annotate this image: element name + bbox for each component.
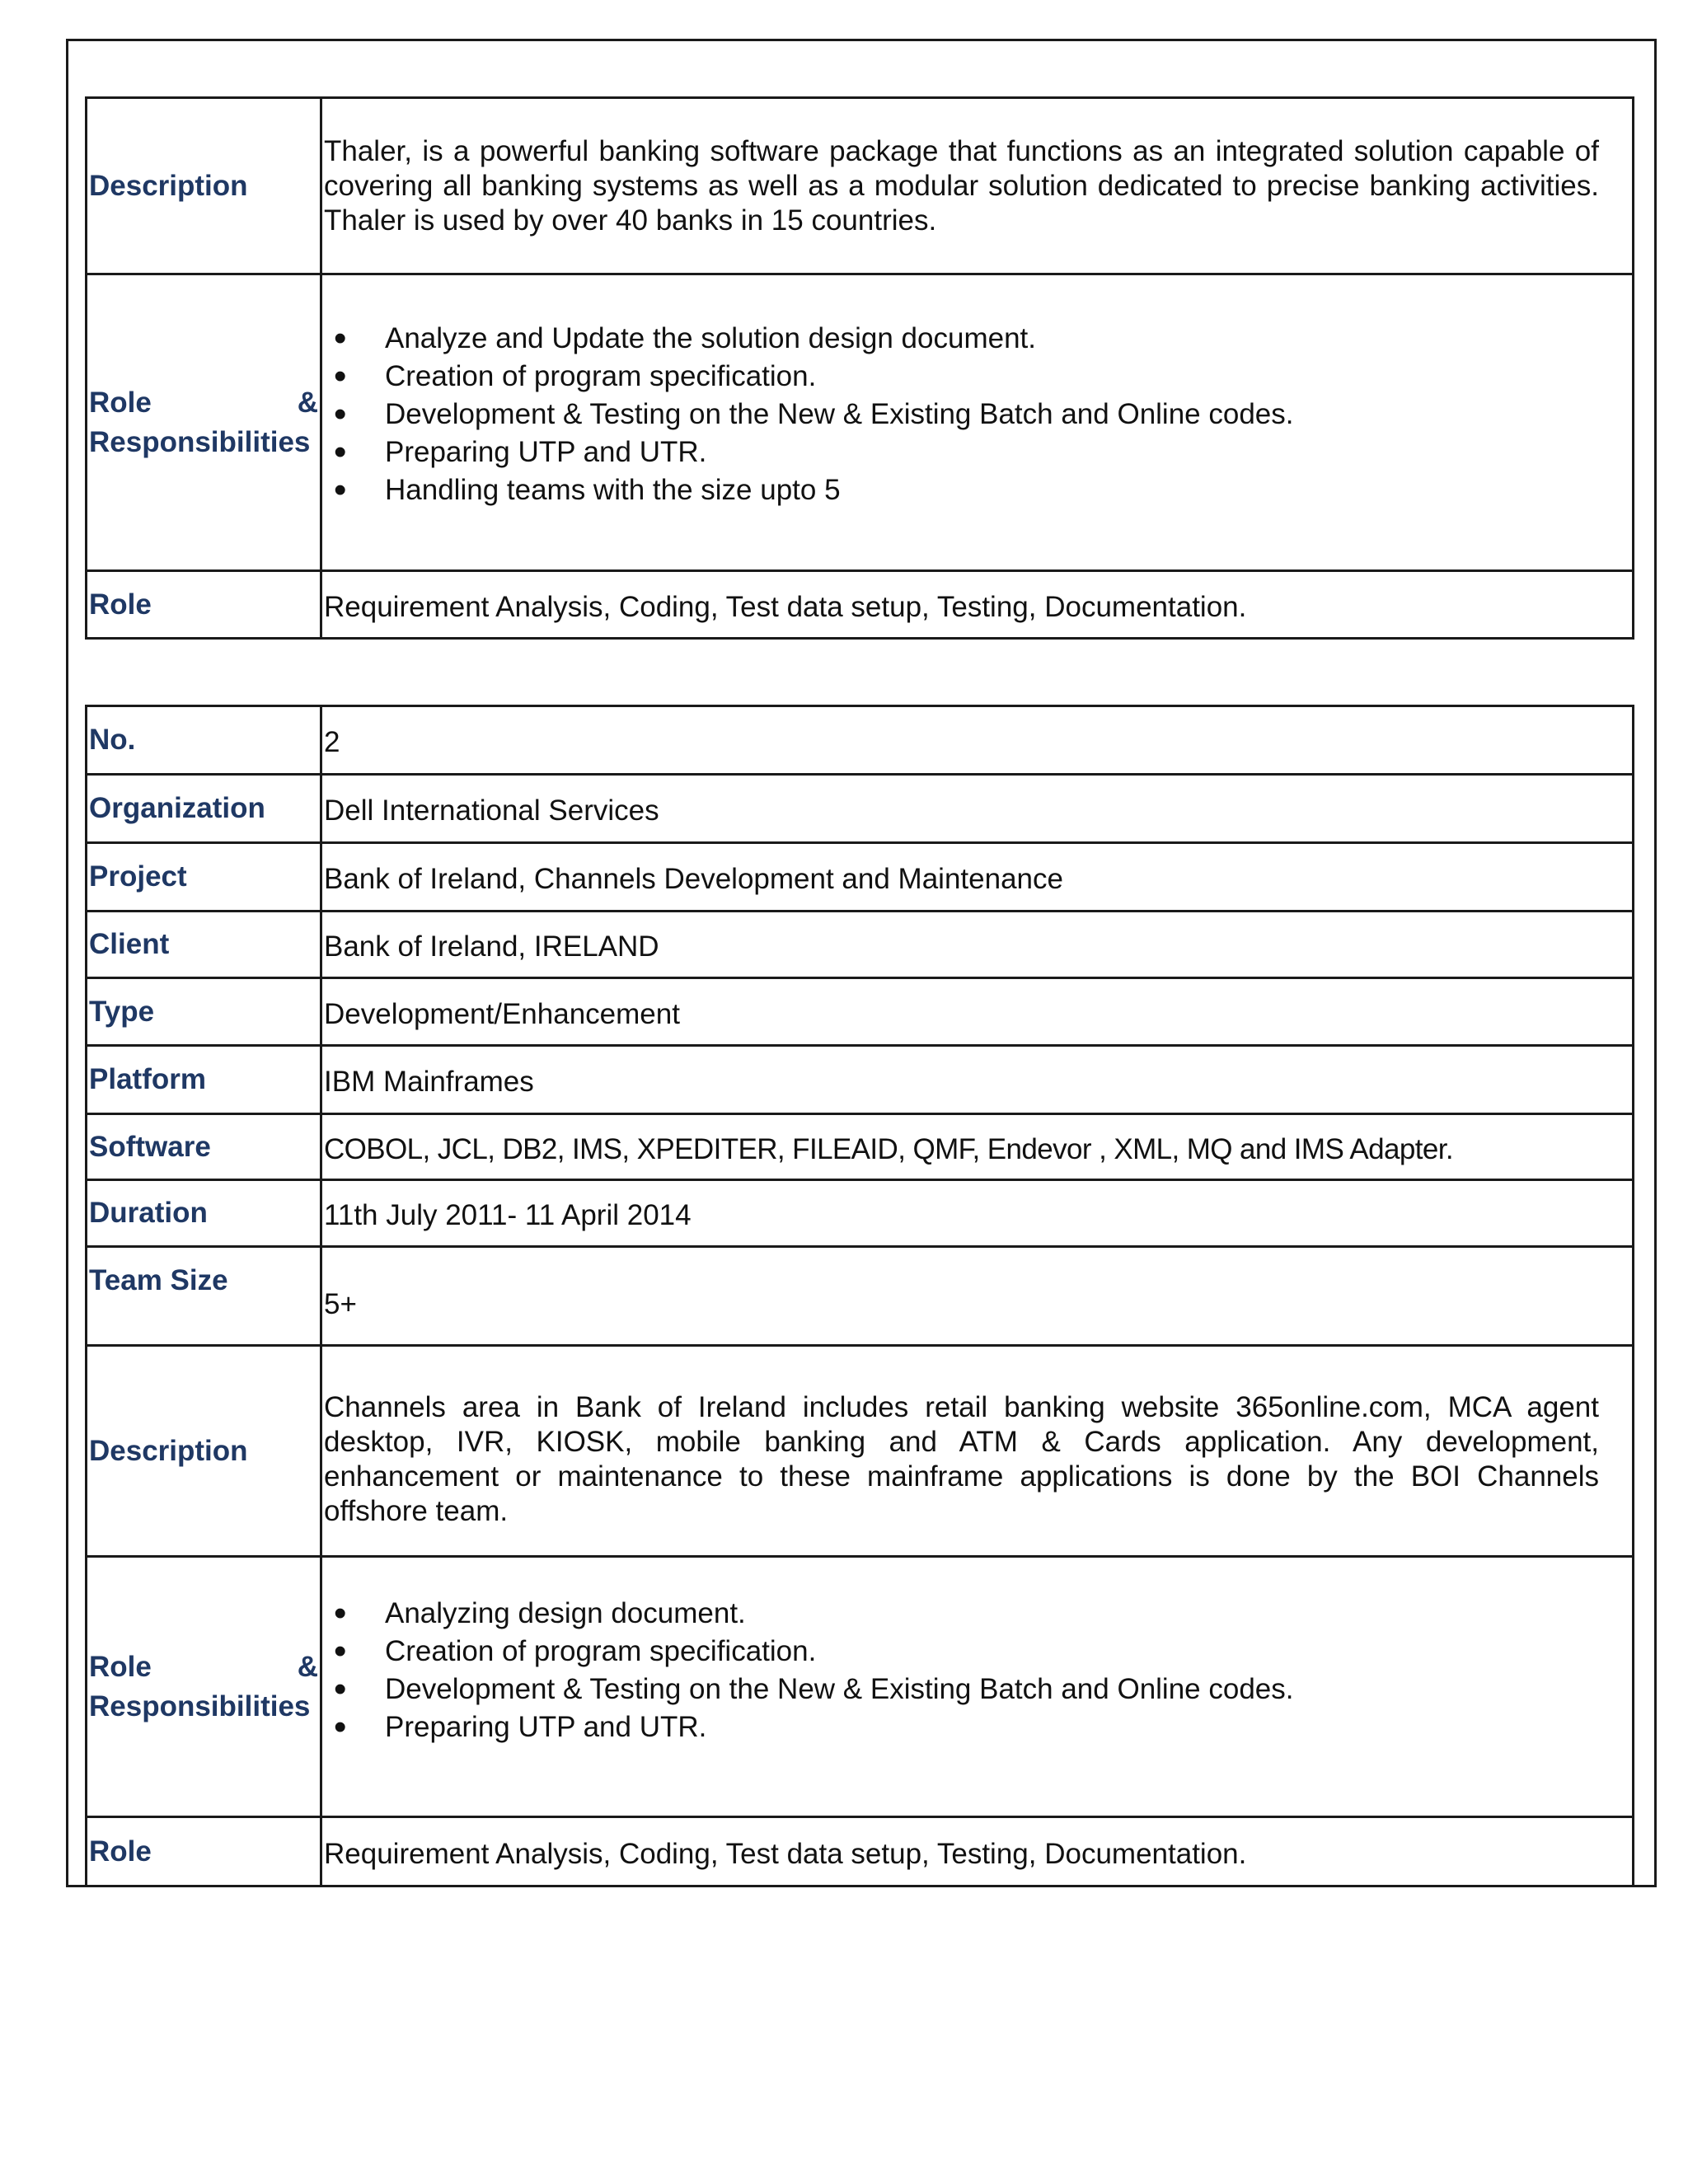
project-2-no-row bbox=[87, 706, 1634, 775]
rr-label-role: Role bbox=[89, 386, 152, 419]
no-value-cell bbox=[321, 706, 1634, 775]
client-value-cell bbox=[321, 912, 1634, 978]
project-2-responsibilities-row bbox=[87, 1557, 1634, 1817]
team-size-value: 5+ bbox=[324, 1287, 357, 1320]
responsibility-item: • Analyzing design document. bbox=[334, 1595, 1599, 1633]
responsibility-item: • Preparing UTP and UTR. bbox=[334, 434, 1599, 471]
no-value: 2 bbox=[324, 726, 340, 758]
rr-label-responsibilities: Responsibilities bbox=[89, 425, 311, 458]
software-value-cell bbox=[321, 1114, 1634, 1180]
organization-label: Organization bbox=[87, 775, 321, 843]
role-responsibilities-label bbox=[87, 1557, 321, 1817]
no-label: No. bbox=[87, 706, 321, 775]
project-2-platform-row bbox=[87, 1046, 1634, 1114]
project-1-responsibilities-row bbox=[87, 274, 1634, 571]
organization-value: Dell International Services bbox=[324, 794, 659, 827]
project-2-software-row bbox=[87, 1114, 1634, 1180]
project-2-role-row bbox=[87, 1817, 1634, 1886]
description-text: Thaler, is a powerful banking software package that functions as an integrated solution capable of covering all banking systems as well as a modular solution dedicated to precise banking activities. Thaler is used by over 40 banks in 15 countries. bbox=[321, 98, 1634, 274]
project-2-organization-row bbox=[87, 775, 1634, 843]
responsibilities-cell bbox=[321, 274, 1634, 571]
duration-value: 11th July 2011- 11 April 2014 bbox=[324, 1199, 692, 1231]
project-2-team-size-row bbox=[87, 1247, 1634, 1346]
project-value-cell bbox=[321, 843, 1634, 912]
rr-label-role: Role bbox=[89, 1650, 152, 1683]
project-2-duration-row bbox=[87, 1180, 1634, 1247]
project-2-type-row bbox=[87, 978, 1634, 1046]
project-2-project-row bbox=[87, 843, 1634, 912]
project-1-table bbox=[85, 96, 1634, 640]
type-label: Type bbox=[87, 978, 321, 1046]
client-label: Client bbox=[87, 912, 321, 978]
responsibility-item: • Analyze and Update the solution design document. bbox=[334, 320, 1599, 358]
responsibilities-list bbox=[324, 1595, 1599, 1746]
duration-label: Duration bbox=[87, 1180, 321, 1247]
role-label: Role bbox=[87, 1817, 321, 1886]
project-1-role-row bbox=[87, 571, 1634, 639]
type-value: Development/Enhancement bbox=[324, 997, 680, 1030]
project-2-table bbox=[85, 705, 1634, 1887]
rr-label-responsibilities: Responsibilities bbox=[89, 1690, 311, 1722]
project-label: Project bbox=[87, 843, 321, 912]
project-2-client-row bbox=[87, 912, 1634, 978]
project-value: Bank of Ireland, Channels Development and Maintenance bbox=[324, 863, 1063, 895]
responsibility-item: • Development & Testing on the New & Existing Batch and Online codes. bbox=[334, 396, 1599, 434]
client-value: Bank of Ireland, IRELAND bbox=[324, 930, 659, 963]
responsibility-item: • Creation of program specification. bbox=[334, 358, 1599, 396]
responsibility-item: • Creation of program specification. bbox=[334, 1633, 1599, 1671]
role-label: Role bbox=[87, 571, 321, 639]
team-size-value-cell bbox=[321, 1247, 1634, 1346]
platform-value-cell bbox=[321, 1046, 1634, 1114]
project-1-description-row bbox=[87, 98, 1634, 274]
responsibility-item: • Handling teams with the size upto 5 bbox=[334, 471, 1599, 509]
platform-label: Platform bbox=[87, 1046, 321, 1114]
organization-value-cell bbox=[321, 775, 1634, 843]
software-value: COBOL, JCL, DB2, IMS, XPEDITER, FILEAID, QMF, Endevor , XML, MQ and IMS Adapter. bbox=[324, 1132, 1453, 1165]
rr-label-amp: & bbox=[297, 1650, 318, 1683]
role-responsibilities-label bbox=[87, 274, 321, 571]
role-text: Requirement Analysis, Coding, Test data setup, Testing, Documentation. bbox=[321, 571, 1634, 639]
description-label: Description bbox=[87, 98, 321, 274]
team-size-label: Team Size bbox=[87, 1247, 321, 1346]
responsibilities-cell bbox=[321, 1557, 1634, 1817]
responsibilities-list bbox=[324, 320, 1599, 509]
role-text: Requirement Analysis, Coding, Test data setup, Testing, Documentation. bbox=[321, 1817, 1634, 1886]
description-text: Channels area in Bank of Ireland includes retail banking website 365online.com, MCA agent desktop, IVR, KIOSK, mobile banking and ATM & Cards application. Any development, enhancement or maintenance to these mainframe applications is done by the BOI Channels offshore team. bbox=[321, 1346, 1634, 1557]
software-label: Software bbox=[87, 1114, 321, 1180]
description-label: Description bbox=[87, 1346, 321, 1557]
duration-value-cell bbox=[321, 1180, 1634, 1247]
responsibility-item: • Development & Testing on the New & Existing Batch and Online codes. bbox=[334, 1671, 1599, 1708]
type-value-cell bbox=[321, 978, 1634, 1046]
rr-label-amp: & bbox=[297, 386, 318, 419]
responsibility-item: • Preparing UTP and UTR. bbox=[334, 1708, 1599, 1746]
project-2-description-row bbox=[87, 1346, 1634, 1557]
platform-value: IBM Mainframes bbox=[324, 1066, 534, 1098]
